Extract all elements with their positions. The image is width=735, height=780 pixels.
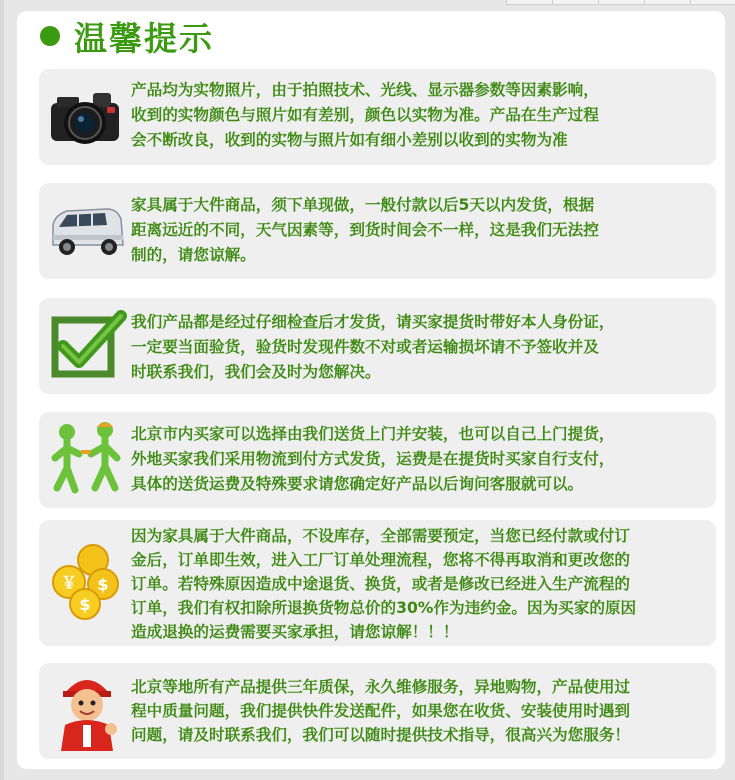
green-checkmark-icon (47, 306, 127, 386)
notice-text: 因为家具属于大件商品，不设库存，全部需要预定，当您已经付款或付订 金后，订单即生效，进入工厂订单处理流程，您将不得再取消和更改您的 订单。若特殊原因造成中途退货、换货，或者是修改已经进入生产流程的 订单，我们有权扣除所退换货物总价的30%作为违约金。因为买家的原因 造成退换的运费需要买家承担，请您谅解！！！ (131, 527, 637, 641)
svg-text:$: $ (79, 595, 91, 614)
bullet-dot-icon (40, 26, 60, 46)
svg-text:￥: ￥ (60, 573, 78, 592)
notice-card-warranty (39, 663, 716, 759)
notice-text: 北京等地所有产品提供三年质保，永久维修服务，异地购物，产品使用过 程中质量问题，我们提供快件发送配件，如果您在收货、安装使用时遇到 问题，请及时联系我们，我们可以随时提供技术指导，很高兴为您服务！ (131, 678, 631, 744)
notice-text: 北京市内买家可以选择由我们送货上门并安装，也可以自己上门提货， 外地买家我们采用物流到付方式发货，运费是在提货时买家自行支付， 具体的送货运费及特殊要求请您确定好产品以后询问客服就可以。 (131, 425, 615, 493)
notice-card-inspection (39, 298, 716, 394)
delivery-van-icon (47, 191, 127, 271)
notice-card-photos (39, 69, 716, 165)
notice-text: 我们产品都是经过仔细检查后才发货，请买家提货时带好本人身份证， 一定要当面验货，验货时发现件数不对或者运输损坏请不予签收并及 时联系我们，我们会及时为您解决。 (131, 313, 615, 381)
top-tab-strip (506, 0, 735, 5)
gold-coins-icon (47, 542, 127, 622)
installer-figures-icon (47, 418, 127, 498)
camera-icon (47, 77, 127, 157)
notice-header (40, 16, 214, 56)
svg-text:$: $ (97, 575, 109, 594)
page-title: 温馨提示 (74, 18, 214, 58)
service-mascot-icon (47, 667, 127, 747)
notice-text: 产品均为实物照片，由于拍照技术、光线、显示器参数等因素影响， 收到的实物颜色与照片如有差别，颜色以实物为准。产品在生产过程 会不断改良，收到的实物与照片如有细小差别以收到的实物为准 (131, 81, 599, 149)
notice-card-orders (39, 520, 716, 646)
notice-card-delivery (39, 412, 716, 508)
notice-card-shipping (39, 183, 716, 279)
notice-text: 家具属于大件商品，须下单现做，一般付款以后5天以内发货，根据 距离远近的不同，天气因素等，到货时间会不一样，这是我们无法控 制的，请您谅解。 (131, 196, 599, 264)
